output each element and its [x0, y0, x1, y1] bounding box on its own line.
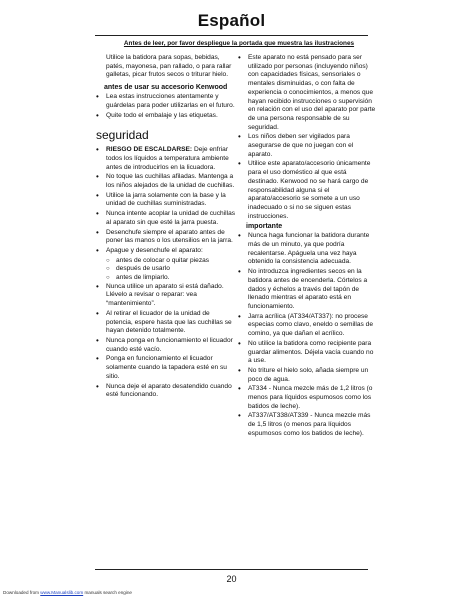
list-item: • Este aparato no está pensado para ser utilizado por personas (incluyendo niños) con capacidades físicas, sensoriales o mentales disminuidas, o con falta de experiencia o conocimientos, a menos que hayan recibido instrucciones o supervisión en relación con el uso del aparato por parte de una persona responsable de su seguridad.: [238, 54, 378, 132]
intro-note: Antes de leer, por favor despliegue la portada que muestra las ilustraciones: [123, 40, 355, 47]
list-item: • Lea estas instrucciones atentamente y guárdelas para poder utilizarlas en el futuro.: [96, 93, 236, 110]
scald-warning-text: Deje enfriar todos los líquidos a temperatura ambiente antes de introducirlos en la licuadora.: [106, 146, 229, 171]
left-column: [96, 54, 236, 401]
important-heading: importante: [246, 223, 283, 231]
list-item: • Utilice este aparato/accesorio únicamente para el uso doméstico al que está destinado. Kenwood no se hará cargo de responsabilidad alguna si el aparato/accesorio se somete a un uso inadecuado o si no se siguen estas instrucciones.: [238, 160, 378, 221]
sub-list-item: ○ después de usarlo: [96, 265, 236, 274]
list-item: • Utilice la jarra solamente con la base y la unidad de cuchillas suministradas.: [96, 192, 236, 209]
page-number: 20: [226, 574, 237, 584]
list-item: • No triture el hielo solo, añada siempre un poco de agua.: [238, 367, 378, 384]
scald-warning: RIESGO DE ESCALDARSE:: [106, 146, 193, 154]
bottom-divider: [95, 569, 368, 570]
list-item: • Ponga en funcionamiento el licuador solamente cuando la tapadera esté en su sitio.: [96, 355, 236, 381]
page-title: Español: [197, 11, 266, 30]
list-item: • No utilice la batidora como recipiente para guardar alimentos. Déjela vacía cuando no a use.: [238, 340, 378, 366]
list-item: • Quite todo el embalaje y las etiquetas.: [96, 112, 236, 121]
usage-paragraph: Utilice la batidora para sopas, bebidas, patés, mayonesa, pan rallado, o para rallar galletas, picar frutos secos o triturar hielo.: [106, 54, 232, 79]
before-use-heading: antes de usar su accesorio Kenwood: [104, 84, 228, 92]
list-item: • Desenchufe siempre el aparato antes de poner las manos o los utensilios en la jarra.: [96, 229, 236, 246]
list-item: • Los niños deben ser vigilados para asegurarse de que no juegan con el aparato.: [238, 133, 378, 159]
footer-suffix: manuals search engine: [83, 590, 132, 595]
sub-list-item: ○ antes de colocar o quitar piezas: [96, 257, 236, 266]
list-item: • Apague y desenchufe el aparato:: [96, 247, 236, 256]
list-item: • Nunca deje el aparato desatendido cuando esté funcionando.: [96, 383, 236, 400]
manualslib-link[interactable]: www.Manualslib.com: [40, 590, 84, 595]
list-item: • Nunca haga funcionar la batidora durante más de un minuto, ya que podría recalentarse. Apáguela una vez haya obtenido la consistencia adecuada.: [238, 232, 378, 267]
safety-heading: seguridad: [96, 128, 149, 143]
footer-prefix: Downloaded from: [3, 590, 41, 595]
list-item: • Al retirar el licuador de la unidad de potencia, espere hasta que las cuchillas se hayan detenido totalmente.: [96, 310, 236, 336]
top-divider: [95, 35, 368, 36]
list-item: • No toque las cuchillas afiladas. Mantenga a los niños alejados de la unidad de cuchillas.: [96, 173, 236, 190]
list-item: • No introduzca ingredientes secos en la batidora antes de encenderla. Córtelos a dados y échelos a través del tapón de llenado mientras el aparato está en funcionamiento.: [238, 268, 378, 312]
list-item: • Jarra acrílica (AT334/AT337): no procese especias como clavo, eneldo o semillas de comino, ya que dañan el acrílico.: [238, 313, 378, 339]
list-item: • Nunca intente acoplar la unidad de cuchillas al aparato sin que esté la jarra puesta.: [96, 210, 236, 227]
general-safety-list: [238, 54, 378, 221]
list-item: • AT334 - Nunca mezcle más de 1,2 litros (o menos para líquidos espumosos como los batidos de leche).: [238, 385, 378, 411]
important-list: [238, 232, 378, 438]
list-item: • AT337/AT338/AT339 - Nunca mezcle más de 1,5 litros (o menos para líquidos espumosos como los batidos de leche).: [238, 412, 378, 438]
download-footer: [3, 590, 132, 595]
list-item: • Nunca ponga en funcionamiento el licuador cuando esté vacío.: [96, 337, 236, 354]
right-column: [238, 54, 378, 440]
list-item: [96, 146, 236, 172]
before-use-list: [96, 93, 236, 120]
sub-list-item: ○ antes de limpiarlo.: [96, 274, 236, 283]
list-item: • Nunca utilice un aparato si está dañado. Llévelo a revisar o reparar: vea “mantenimiento”.: [96, 283, 236, 309]
safety-list: [96, 146, 236, 400]
